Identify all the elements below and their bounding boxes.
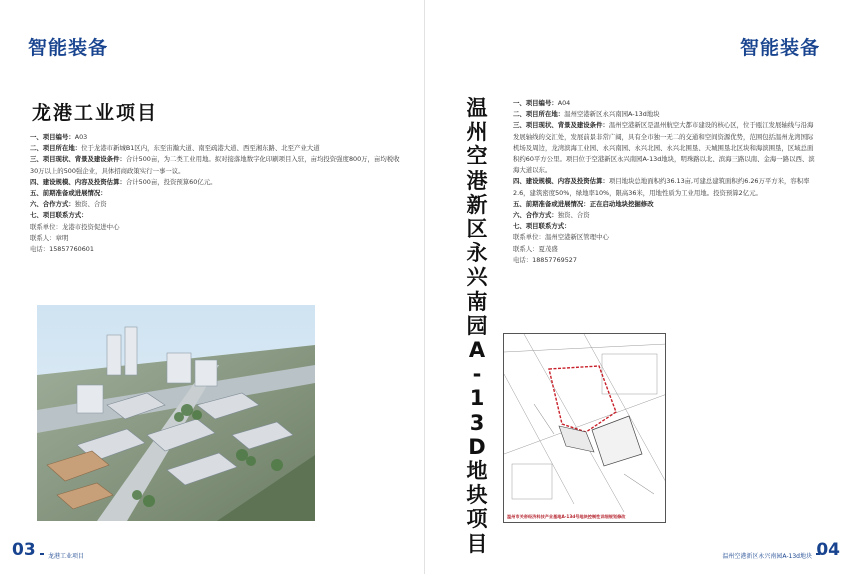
aerial-rendering-image	[37, 305, 315, 521]
info-item: 六、合作方式：独资、合资	[30, 200, 107, 209]
vertical-project-title	[465, 96, 489, 556]
vertical-title-char: A	[468, 338, 486, 363]
page-number: 03	[12, 540, 36, 560]
footer-caption: 龙港工业项目	[48, 553, 85, 560]
footer-caption: 温州空港新区永兴南园A-13d地块	[722, 553, 812, 560]
vertical-title-char: 空	[466, 144, 488, 169]
contact-person: 联系人：章明	[30, 233, 69, 242]
vertical-title-char: 港	[466, 168, 488, 193]
page-header: 智能装备	[28, 37, 109, 59]
project-info	[513, 98, 815, 266]
contact-phone: 电话：18857769527	[513, 255, 577, 264]
info-item: 六、合作方式：独资、合资	[513, 211, 590, 220]
contact-phone: 电话：15857760601	[30, 245, 94, 254]
contact-unit: 联系单位：温州空港新区管理中心	[513, 233, 609, 242]
info-item: 四、建设规模、内容及投资估算：项目地块总地面积约36.13亩,可建总建筑面积约6.26万平方米，容积率2.6，建筑密度50%，绿地率10%，限高36米，用地性质为工业用地。投资预算2亿元。	[513, 177, 810, 197]
info-item: 七、项目联系方式：	[30, 211, 88, 220]
project-info	[30, 132, 400, 255]
vertical-title-char: -	[472, 362, 482, 387]
project-title: 龙港工业项目	[32, 102, 159, 124]
contact-unit: 联系单位：龙港市投资促进中心	[30, 222, 120, 231]
info-item: 三、项目现状、背景及建设条件：合计500亩，为二类工业用地。拟对接落地数字化印刷项目入驻，亩均投资强度800万，亩均税收30万以上的500强企业，具体招商政策实行一事一议。	[30, 155, 400, 175]
vertical-title-char: 块	[466, 483, 488, 508]
info-item: 二、项目所在地：温州空港新区永兴南园A-13d地块	[513, 110, 660, 119]
info-item: 五、前期准备或进展情况：正在启动地块挖掘修改	[513, 199, 654, 208]
info-item: 一、项目编号：A04	[513, 99, 571, 107]
vertical-title-char: 目	[466, 531, 488, 556]
vertical-title-char: D	[468, 434, 486, 459]
vertical-title-char: 3	[469, 410, 485, 435]
page-header: 智能装备	[739, 37, 820, 59]
vertical-title-char: 园	[466, 313, 488, 338]
contact-person: 联系人：夏茂盛	[513, 244, 558, 253]
info-item: 二、项目所在地：位于龙港市新城B1区内，东至宙瀚大道、南至疏港大道、西至湘东路、北至产业大道	[30, 144, 320, 153]
info-item: 五、前期准备或进展情况：	[30, 189, 107, 198]
footer-marker	[40, 553, 44, 555]
vertical-title-char: 温	[466, 96, 488, 120]
vertical-title-char: 1	[469, 386, 485, 411]
vertical-title-char: 新	[466, 192, 488, 217]
info-item: 七、项目联系方式：	[513, 222, 571, 231]
map-caption: 温州市关帝经济科技产业基地A-13d号地块控制性详细规划修改	[507, 514, 626, 519]
page-number: 04	[816, 540, 840, 560]
info-item: 三、项目现状、背景及建设条件：温州空港新区是温州航空大都市建设的核心区，位于瓯江发展轴线与沿海发展轴线的交汇处，发展前景非常广阔，具有全市独一无二的交通和空间资源优势，范围包括温州龙湾国际机场及周边，龙湾滨海工业园、永兴南园、永兴北园、永兴北围垦、天城围垦北区块和海滨围垦，区域总面积约60平方公里。项目位于空港新区永兴南园A-13d地块，明珠路以北、滨海三路以南、金海一路以西、滨海大道以东。	[513, 121, 815, 175]
vertical-title-char: 地	[466, 459, 488, 484]
vertical-title-char: 区	[466, 217, 488, 242]
vertical-title-char: 南	[466, 289, 488, 314]
vertical-title-char: 兴	[466, 265, 488, 290]
site-plan-drawing	[504, 334, 666, 512]
vertical-title-char: 项	[466, 507, 488, 532]
info-item: 四、建设规模、内容及投资估算：合计500亩，投资预算60亿元。	[30, 177, 217, 186]
info-item: 一、项目编号：A03	[30, 133, 88, 141]
vertical-title-char: 永	[466, 241, 488, 266]
vertical-title-char: 州	[466, 120, 488, 145]
site-plan-map	[503, 333, 666, 523]
